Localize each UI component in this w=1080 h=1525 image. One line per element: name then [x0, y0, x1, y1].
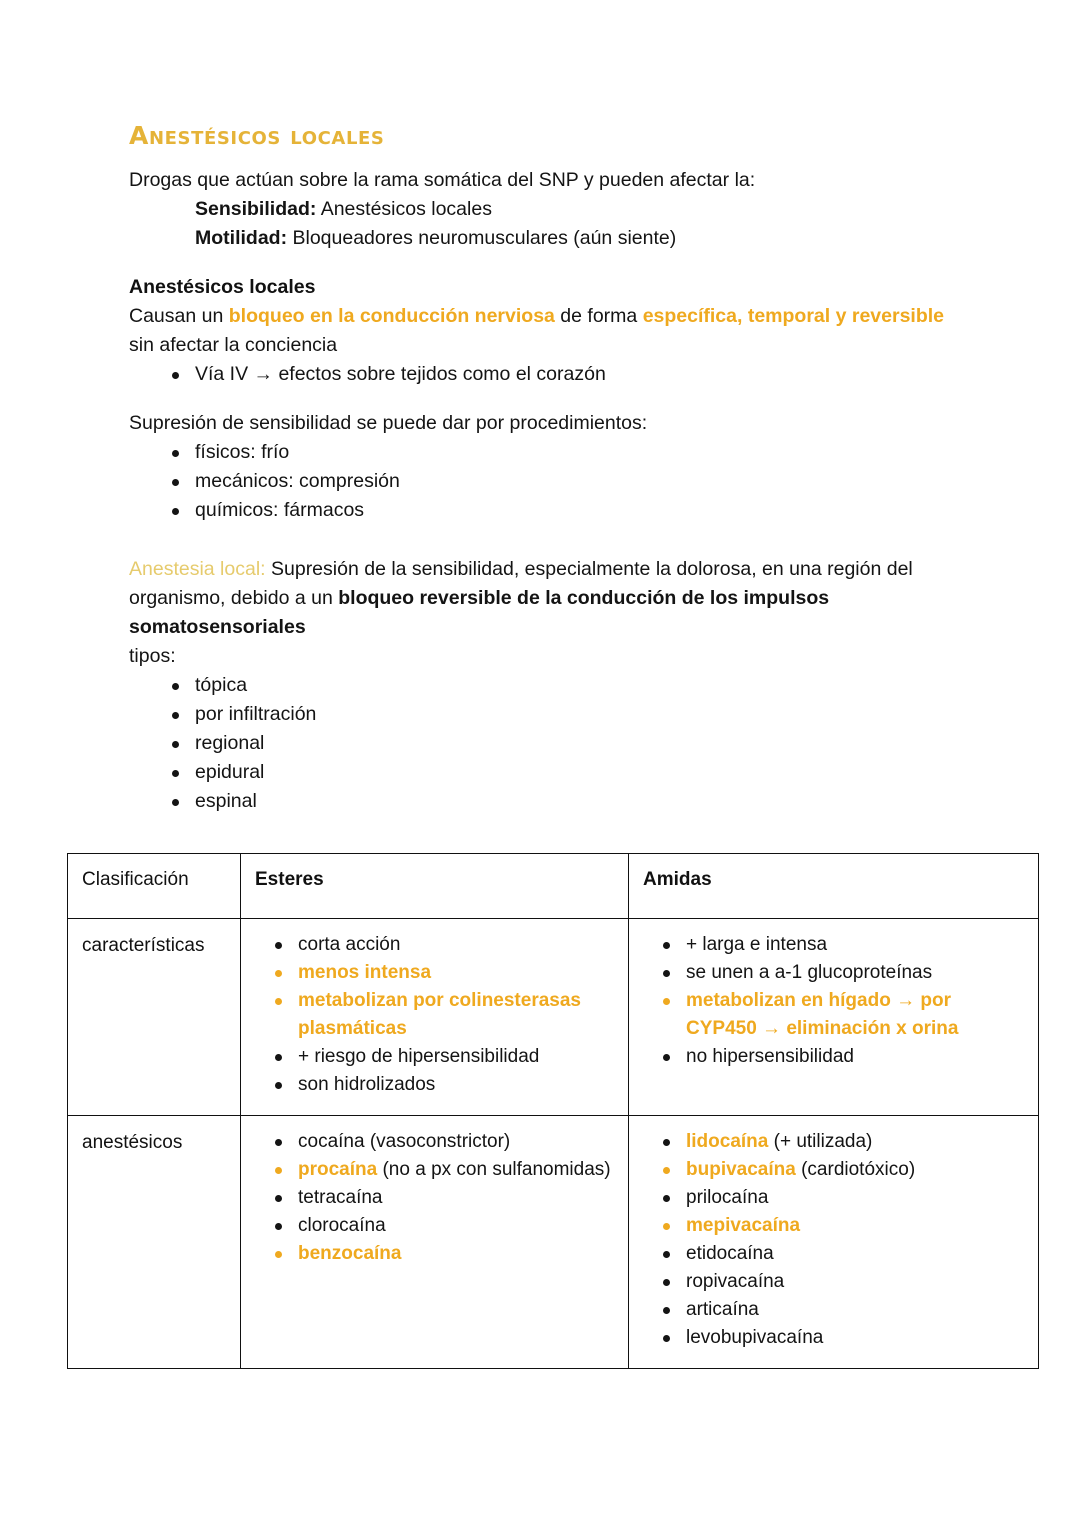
comparison-table: [67, 853, 1039, 1369]
drug-note-bupivacaina: (cardiotóxico): [795, 1159, 916, 1180]
drug-name-bupivacaina: bupivacaína: [686, 1159, 796, 1180]
tipos-bullet-list: [129, 671, 949, 816]
drug-note-procaina: (no a px con sulfanomidas): [377, 1159, 611, 1180]
comparison-table-wrapper: [67, 853, 1038, 1369]
list-item: prilocaína: [643, 1184, 1024, 1212]
list-item: físicos: frío: [129, 438, 949, 467]
table-row: [68, 1116, 1039, 1369]
table-row: [68, 919, 1039, 1116]
list-item: son hidrolizados: [255, 1071, 614, 1099]
drug-name-lidocaina: lidocaína: [686, 1131, 769, 1152]
list-item: articaína: [643, 1296, 1024, 1324]
list-item: cocaína (vasoconstrictor): [255, 1128, 614, 1156]
list-item: mecánicos: compresión: [129, 467, 949, 496]
list-item: químicos: fármacos: [129, 496, 949, 525]
list-item: levobupivacaína: [643, 1324, 1024, 1352]
intro-item-sensibilidad: [129, 195, 949, 224]
cell-amidas-caracteristicas: [629, 919, 1039, 1116]
definition-accent-especifica: específica, temporal y reversible: [642, 304, 945, 327]
definition-accent-bloqueo: bloqueo en la conducción nerviosa: [228, 304, 555, 327]
list-item: tópica: [129, 671, 949, 700]
drug-note-lidocaina: (+ utilizada): [768, 1131, 873, 1152]
table-header: [68, 854, 1039, 919]
intro-lead: Drogas que actúan sobre la rama somática del SNP y pueden afectar la:: [129, 168, 756, 191]
intro-item-sensibilidad-text: Anestésicos locales: [316, 197, 492, 220]
drug-name-procaina: procaína: [298, 1159, 378, 1180]
row-label-caracteristicas: características: [68, 919, 241, 1116]
document-body: [129, 122, 949, 816]
anestesia-local-term: Anestesia local:: [129, 557, 266, 580]
column-header-amidas: Amidas: [629, 854, 1039, 919]
list-item: no hipersensibilidad: [643, 1043, 1024, 1071]
intro-item-motilidad-text: Bloqueadores neuromusculares (aún siente): [287, 226, 677, 249]
anestesia-local-def-bold: bloqueo reversible de la conducción de los impulsos somatosensoriales: [129, 586, 830, 638]
anestesia-local-def-part-1: Supresión de la sensibilidad, especialmente la dolorosa, en una región del organismo, debido a un: [129, 557, 913, 609]
row-label-anestesicos: anestésicos: [68, 1116, 241, 1369]
cell-bullet-list: [255, 931, 614, 1099]
supresion-lead: Supresión de sensibilidad se puede dar por procedimientos:: [129, 411, 648, 434]
cell-bullet-list: [643, 931, 1024, 1071]
supresion-bullet-list: [129, 438, 949, 525]
list-item: espinal: [129, 787, 949, 816]
cell-bullet-list: [255, 1128, 614, 1268]
cell-esteres-anestesicos: [241, 1116, 629, 1369]
list-item: + riesgo de hipersensibilidad: [255, 1043, 614, 1071]
spacer: [129, 253, 949, 273]
list-item: epidural: [129, 758, 949, 787]
definition-part-3: sin afectar la conciencia: [129, 333, 338, 356]
anestesicos-bullet-list: [129, 360, 949, 389]
list-item: metabolizan por colinesterasas plasmáticas: [255, 987, 614, 1043]
cell-amidas-anestesicos: [629, 1116, 1039, 1369]
page-title: Anestésicos locales: [129, 121, 385, 150]
list-item: [255, 1156, 614, 1184]
list-item: etidocaína: [643, 1240, 1024, 1268]
cell-bullet-list: [643, 1128, 1024, 1352]
list-item: [643, 1156, 1024, 1184]
intro-item-motilidad: [129, 224, 949, 253]
list-item: menos intensa: [255, 959, 614, 987]
list-item: metabolizan en hígado → por CYP450 → eliminación x orina: [643, 987, 1024, 1043]
list-item: se unen a a-1 glucoproteínas: [643, 959, 1024, 987]
list-item: + larga e intensa: [643, 931, 1024, 959]
list-item: por infiltración: [129, 700, 949, 729]
list-item: clorocaína: [255, 1212, 614, 1240]
section-heading-anestesicos-locales: Anestésicos locales: [129, 275, 316, 298]
list-item: regional: [129, 729, 949, 758]
cell-esteres-caracteristicas: [241, 919, 629, 1116]
table-body: [68, 919, 1039, 1369]
anestesia-local-definition: [129, 555, 949, 642]
list-item: benzocaína: [255, 1240, 614, 1268]
list-item: ropivacaína: [643, 1268, 1024, 1296]
list-item: Vía IV → efectos sobre tejidos como el corazón: [129, 360, 949, 389]
tipos-label: tipos:: [129, 644, 176, 667]
definition-paragraph: [129, 302, 949, 360]
list-item: tetracaína: [255, 1184, 614, 1212]
spacer: [129, 525, 949, 555]
intro-item-motilidad-label: Motilidad:: [195, 226, 288, 249]
column-header-clasificacion: Clasificación: [68, 854, 241, 919]
list-item: [643, 1128, 1024, 1156]
definition-part-1: Causan un: [129, 304, 229, 327]
list-item: mepivacaína: [643, 1212, 1024, 1240]
list-item: corta acción: [255, 931, 614, 959]
table-header-row: [68, 854, 1039, 919]
definition-part-2: de forma: [554, 304, 643, 327]
spacer: [129, 389, 949, 409]
intro-item-sensibilidad-label: Sensibilidad:: [195, 197, 317, 220]
column-header-esteres: Esteres: [241, 854, 629, 919]
